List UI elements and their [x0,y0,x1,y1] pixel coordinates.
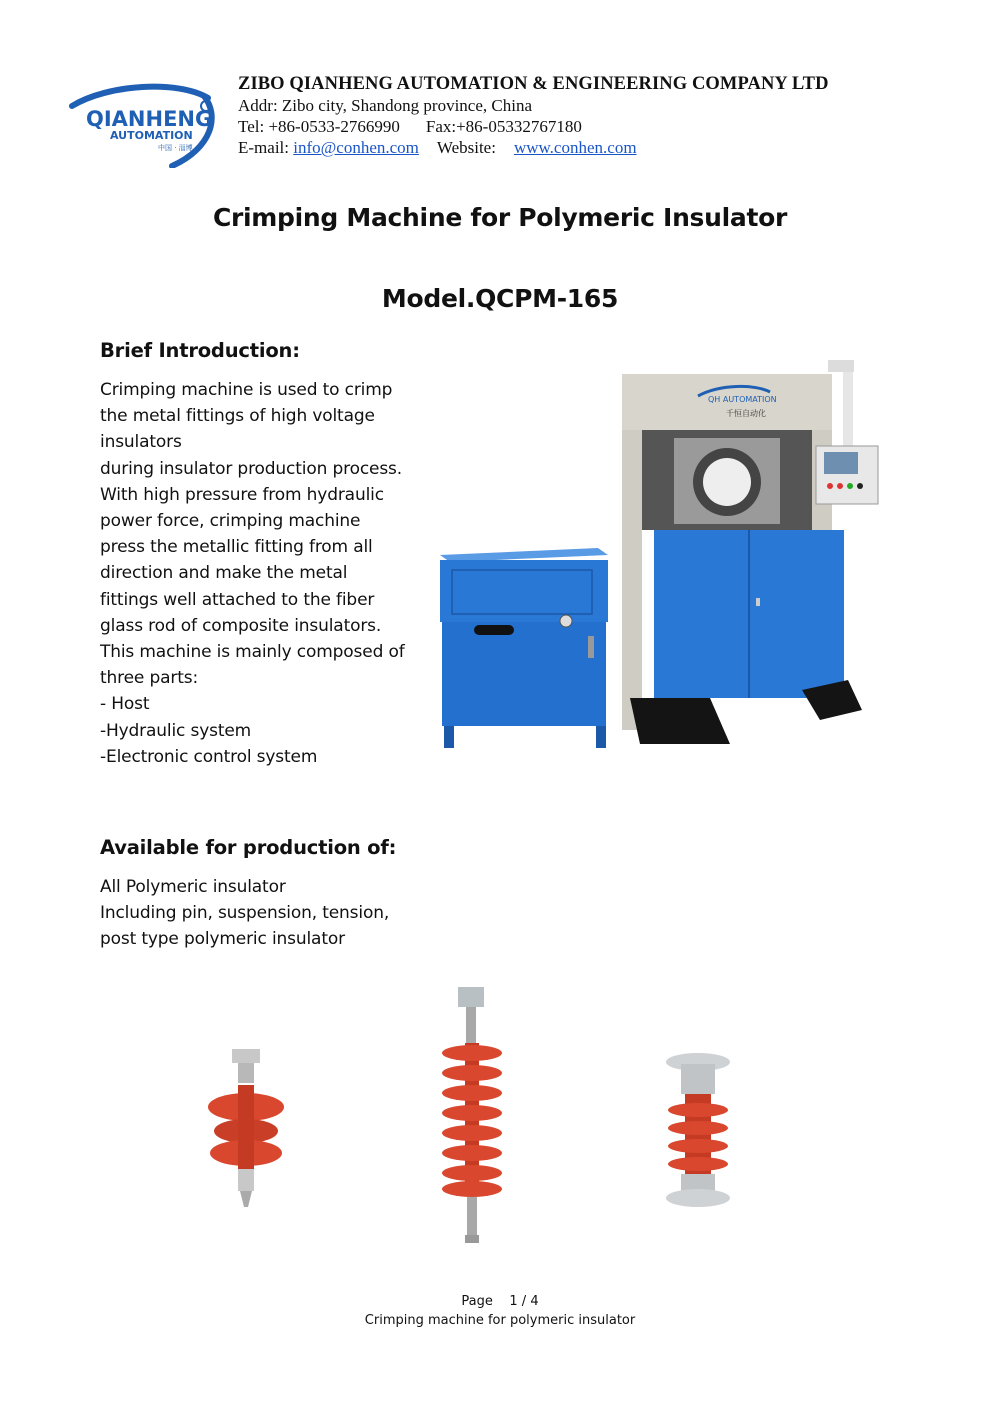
availability-line: post type polymeric insulator [100,929,345,950]
company-contact-line [238,117,582,137]
company-address: Addr: Zibo city, Shandong province, China [238,96,532,115]
document-title: Crimping Machine for Polymeric Insulator [212,203,788,232]
company-online-line [238,138,637,158]
intro-line: With high pressure from hydraulic [100,484,384,505]
footer-document-name: Crimping machine for polymeric insulator [364,1313,636,1328]
intro-line: insulators [100,432,182,453]
intro-line: direction and make the metal [100,563,348,584]
email-label: E-mail: [238,138,289,157]
host-frame [622,360,878,744]
document-model: Model.QCPM-165 [381,284,619,313]
company-logo [68,82,220,168]
website-label: Website: [436,138,496,157]
website-link[interactable]: www.conhen.com [513,138,637,157]
logo-cn: 中国 · 淄博 [158,144,193,152]
pin-insulator-photo [200,1045,292,1220]
hydraulic-unit [440,548,608,748]
intro-line: glass rod of composite insulators. [100,615,382,636]
intro-line: - Host [100,694,150,715]
intro-line: power force, crimping machine [100,511,361,532]
availability-paragraph [100,874,430,953]
intro-line: press the metallic fitting from all [100,537,373,558]
logo-text: QIANHENG [86,107,213,131]
availability-line: Including pin, suspension, tension, [100,903,390,924]
availability-line: All Polymeric insulator [100,877,286,897]
intro-line: -Electronic control system [100,746,318,767]
suspension-insulator-photo [432,985,512,1250]
intro-line: three parts: [100,668,199,689]
company-fax: Fax:+86-05332767180 [425,117,582,136]
intro-paragraph [100,377,410,770]
company-tel: Tel: +86-0533-2766990 [238,117,400,136]
intro-heading: Brief Introduction: [100,339,300,362]
email-link[interactable]: info@conhen.com [293,138,419,157]
intro-line: -Hydraulic system [100,720,252,741]
logo-subtext: AUTOMATION [110,129,193,142]
intro-line: fittings well attached to the fiber [100,589,375,610]
intro-line: This machine is mainly composed of [100,642,405,663]
machine-panel-label-cn: 千恒自动化 [726,409,766,418]
machine-panel-label: QH AUTOMATION [708,395,777,404]
intro-line: Crimping machine is used to crimp [100,380,393,400]
footer-page-number: Page 1 / 4 [461,1294,539,1309]
post-insulator-photo [657,1050,739,1210]
company-name: ZIBO QIANHENG AUTOMATION & ENGINEERING COMPANY LTD [238,74,829,94]
intro-line: during insulator production process. [100,458,402,479]
crimping-machine-photo [430,350,880,760]
availability-heading: Available for production of: [100,836,397,859]
intro-line: the metal fittings of high voltage [100,406,375,427]
